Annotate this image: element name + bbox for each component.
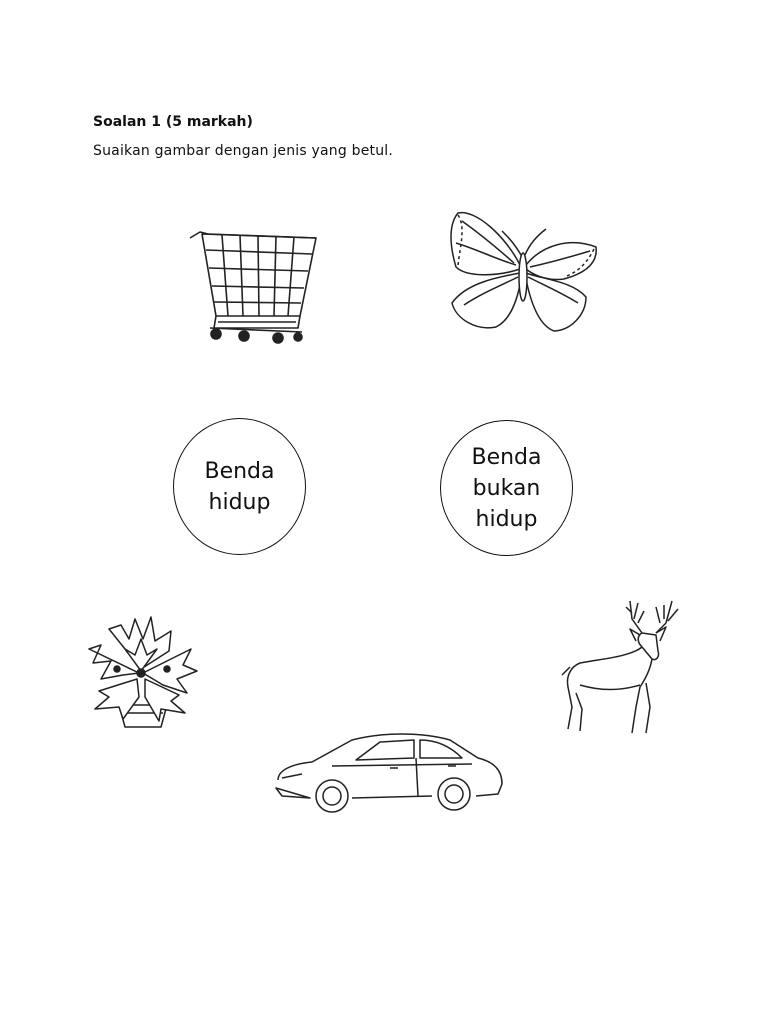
category-non-living-line-3: hidup [475,506,538,532]
category-living-line-1: Benda [204,458,275,484]
potted-plant-icon[interactable] [79,609,203,729]
category-oval-living[interactable] [173,418,306,555]
shopping-cart-icon[interactable] [188,216,320,346]
question-title: Soalan 1 (5 markah) [93,114,253,130]
instruction-text: Suaikan gambar dengan jenis yang betul. [93,143,394,159]
butterfly-icon[interactable] [446,207,601,335]
car-icon[interactable] [272,728,505,814]
category-living-line-2: hidup [208,489,271,515]
category-non-living-line-1: Benda [471,444,542,470]
category-oval-non-living[interactable] [440,420,573,556]
category-non-living-line-2: bukan [472,475,541,501]
deer-icon[interactable] [560,597,684,737]
